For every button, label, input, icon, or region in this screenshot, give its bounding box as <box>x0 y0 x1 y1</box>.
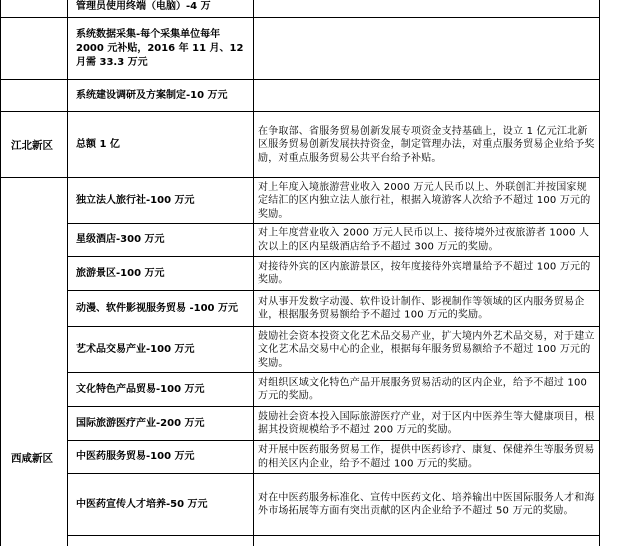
desc-text: 鼓励社会资本投资文化艺术品交易产业，扩大境内外艺术品交易，对于建立文化艺术品交易中心的企业，根据每年服务贸易额给予不超过 100 万元的奖励。 <box>258 330 595 369</box>
table-row <box>0 224 600 257</box>
item-cell[interactable] <box>68 441 254 474</box>
item-cell[interactable] <box>68 112 254 178</box>
region-cell[interactable] <box>0 474 68 536</box>
desc-cell[interactable] <box>254 373 600 407</box>
item-cell[interactable] <box>68 373 254 407</box>
item-cell[interactable] <box>68 536 254 546</box>
item-text: 国际旅游医疗产业-200 万元 <box>76 417 205 429</box>
region-cell[interactable] <box>0 178 68 224</box>
desc-cell[interactable] <box>254 0 600 18</box>
item-text: 艺术品交易产业-100 万元 <box>76 343 195 355</box>
item-cell[interactable] <box>68 80 254 112</box>
table-row <box>0 474 600 536</box>
desc-cell[interactable] <box>254 407 600 441</box>
desc-cell[interactable] <box>254 327 600 373</box>
region-cell[interactable] <box>0 373 68 407</box>
desc-cell[interactable] <box>254 291 600 327</box>
desc-text: 对从事开发数字动漫、软件设计制作、影视制作等领域的区内服务贸易企业，根据服务贸易额给予不超过 100 万元的奖励。 <box>258 296 585 321</box>
region-cell[interactable] <box>0 441 68 474</box>
region-cell[interactable] <box>0 112 68 178</box>
region-cell[interactable] <box>0 224 68 257</box>
item-cell[interactable] <box>68 291 254 327</box>
item-cell[interactable] <box>68 178 254 224</box>
table-row <box>0 291 600 327</box>
item-cell[interactable] <box>68 18 254 80</box>
item-text: 旅游景区-100 万元 <box>76 267 165 279</box>
desc-text: 在争取部、省服务贸易创新发展专项资金支持基础上，设立 1 亿元江北新区服务贸易创新发展扶持资金，制定管理办法，对重点服务贸易企业给予奖励，对重点服务贸易公共平台给予补贴。 <box>258 125 595 164</box>
table-row <box>0 18 600 80</box>
table-row <box>0 112 600 178</box>
item-cell[interactable] <box>68 474 254 536</box>
desc-cell[interactable] <box>254 18 600 80</box>
item-text: 中医药服务贸易-100 万元 <box>76 451 195 462</box>
item-cell[interactable] <box>68 0 254 18</box>
item-text: 系统数据采集-每个采集单位每年 2000 元补贴，2016 年 11 月、12 月需 33.3 万元 <box>76 28 244 68</box>
sheet-margin <box>600 0 620 541</box>
item-text: 独立法人旅行社-100 万元 <box>76 194 195 206</box>
desc-text: 对在中医药服务标准化、宣传中医药文化、培养输出中医国际服务人才和海外市场拓展等方面有突出贡献的区内企业给予不超过 50 万元的奖励。 <box>258 492 595 517</box>
desc-cell[interactable] <box>254 178 600 224</box>
table-row <box>0 327 600 373</box>
item-cell[interactable] <box>68 257 254 291</box>
item-text: 星级酒店-300 万元 <box>76 234 165 245</box>
item-cell[interactable] <box>68 224 254 257</box>
desc-text: 对上年度入境旅游营业收入 2000 万元人民币以上、外联创汇并按国家规定结汇的区内独立法人旅行社，根据入境游客人次给予不超过 100 万元的奖励。 <box>258 181 591 220</box>
desc-text: 鼓励社会资本投入国际旅游医疗产业，对于区内中医养生等大健康项目，根据其投资规模给予不超过 200 万元的奖励。 <box>258 411 595 436</box>
item-text: 动漫、软件影视服务贸易 -100 万元 <box>76 302 238 314</box>
desc-cell[interactable] <box>254 536 600 546</box>
region-cell[interactable] <box>0 80 68 112</box>
region-cell[interactable] <box>0 536 68 546</box>
item-text: 管理员使用终端（电脑）-4 万 <box>76 0 211 12</box>
desc-cell[interactable] <box>254 224 600 257</box>
region-cell[interactable] <box>0 0 68 18</box>
table-row <box>0 178 600 224</box>
desc-cell[interactable] <box>254 112 600 178</box>
region-label: 西咸新区 <box>11 452 53 464</box>
item-cell[interactable] <box>68 407 254 441</box>
desc-cell[interactable] <box>254 441 600 474</box>
desc-cell[interactable] <box>254 80 600 112</box>
desc-cell[interactable] <box>254 474 600 536</box>
item-text: 系统建设调研及方案制定-10 万元 <box>76 89 228 101</box>
desc-text: 对上年度营业收入 2000 万元人民币以上、接待境外过夜旅游者 1000 人次以上的区内星级酒店给予不超过 300 万元的奖励。 <box>258 227 590 252</box>
table-row <box>0 257 600 291</box>
table-row <box>0 80 600 112</box>
table-row <box>0 0 600 18</box>
region-label: 江北新区 <box>11 139 53 151</box>
table-row <box>0 536 600 546</box>
item-text: 中医药宣传人才培养-50 万元 <box>76 498 208 510</box>
desc-text: 对组织区域文化特色产品开展服务贸易活动的区内企业，给予不超过 100 万元的奖励。 <box>258 377 588 402</box>
region-cell[interactable] <box>0 18 68 80</box>
table-row <box>0 407 600 441</box>
region-cell[interactable] <box>0 257 68 291</box>
item-text: 文化特色产品贸易-100 万元 <box>76 383 205 395</box>
table-row <box>0 441 600 474</box>
item-text: 总额 1 亿 <box>76 138 120 150</box>
desc-text: 对接待外宾的区内旅游景区，按年度接待外宾增量给予不超过 100 万元的奖励。 <box>258 261 591 286</box>
desc-cell[interactable] <box>254 257 600 291</box>
table-row <box>0 373 600 407</box>
desc-text: 对开展中医药服务贸易工作，提供中医药诊疗、康复、保健养生等服务贸易的相关区内企业，给予不超过 100 万元的奖励。 <box>258 444 595 469</box>
item-cell[interactable] <box>68 327 254 373</box>
region-cell[interactable] <box>0 407 68 441</box>
region-cell[interactable] <box>0 327 68 373</box>
region-cell[interactable] <box>0 291 68 327</box>
